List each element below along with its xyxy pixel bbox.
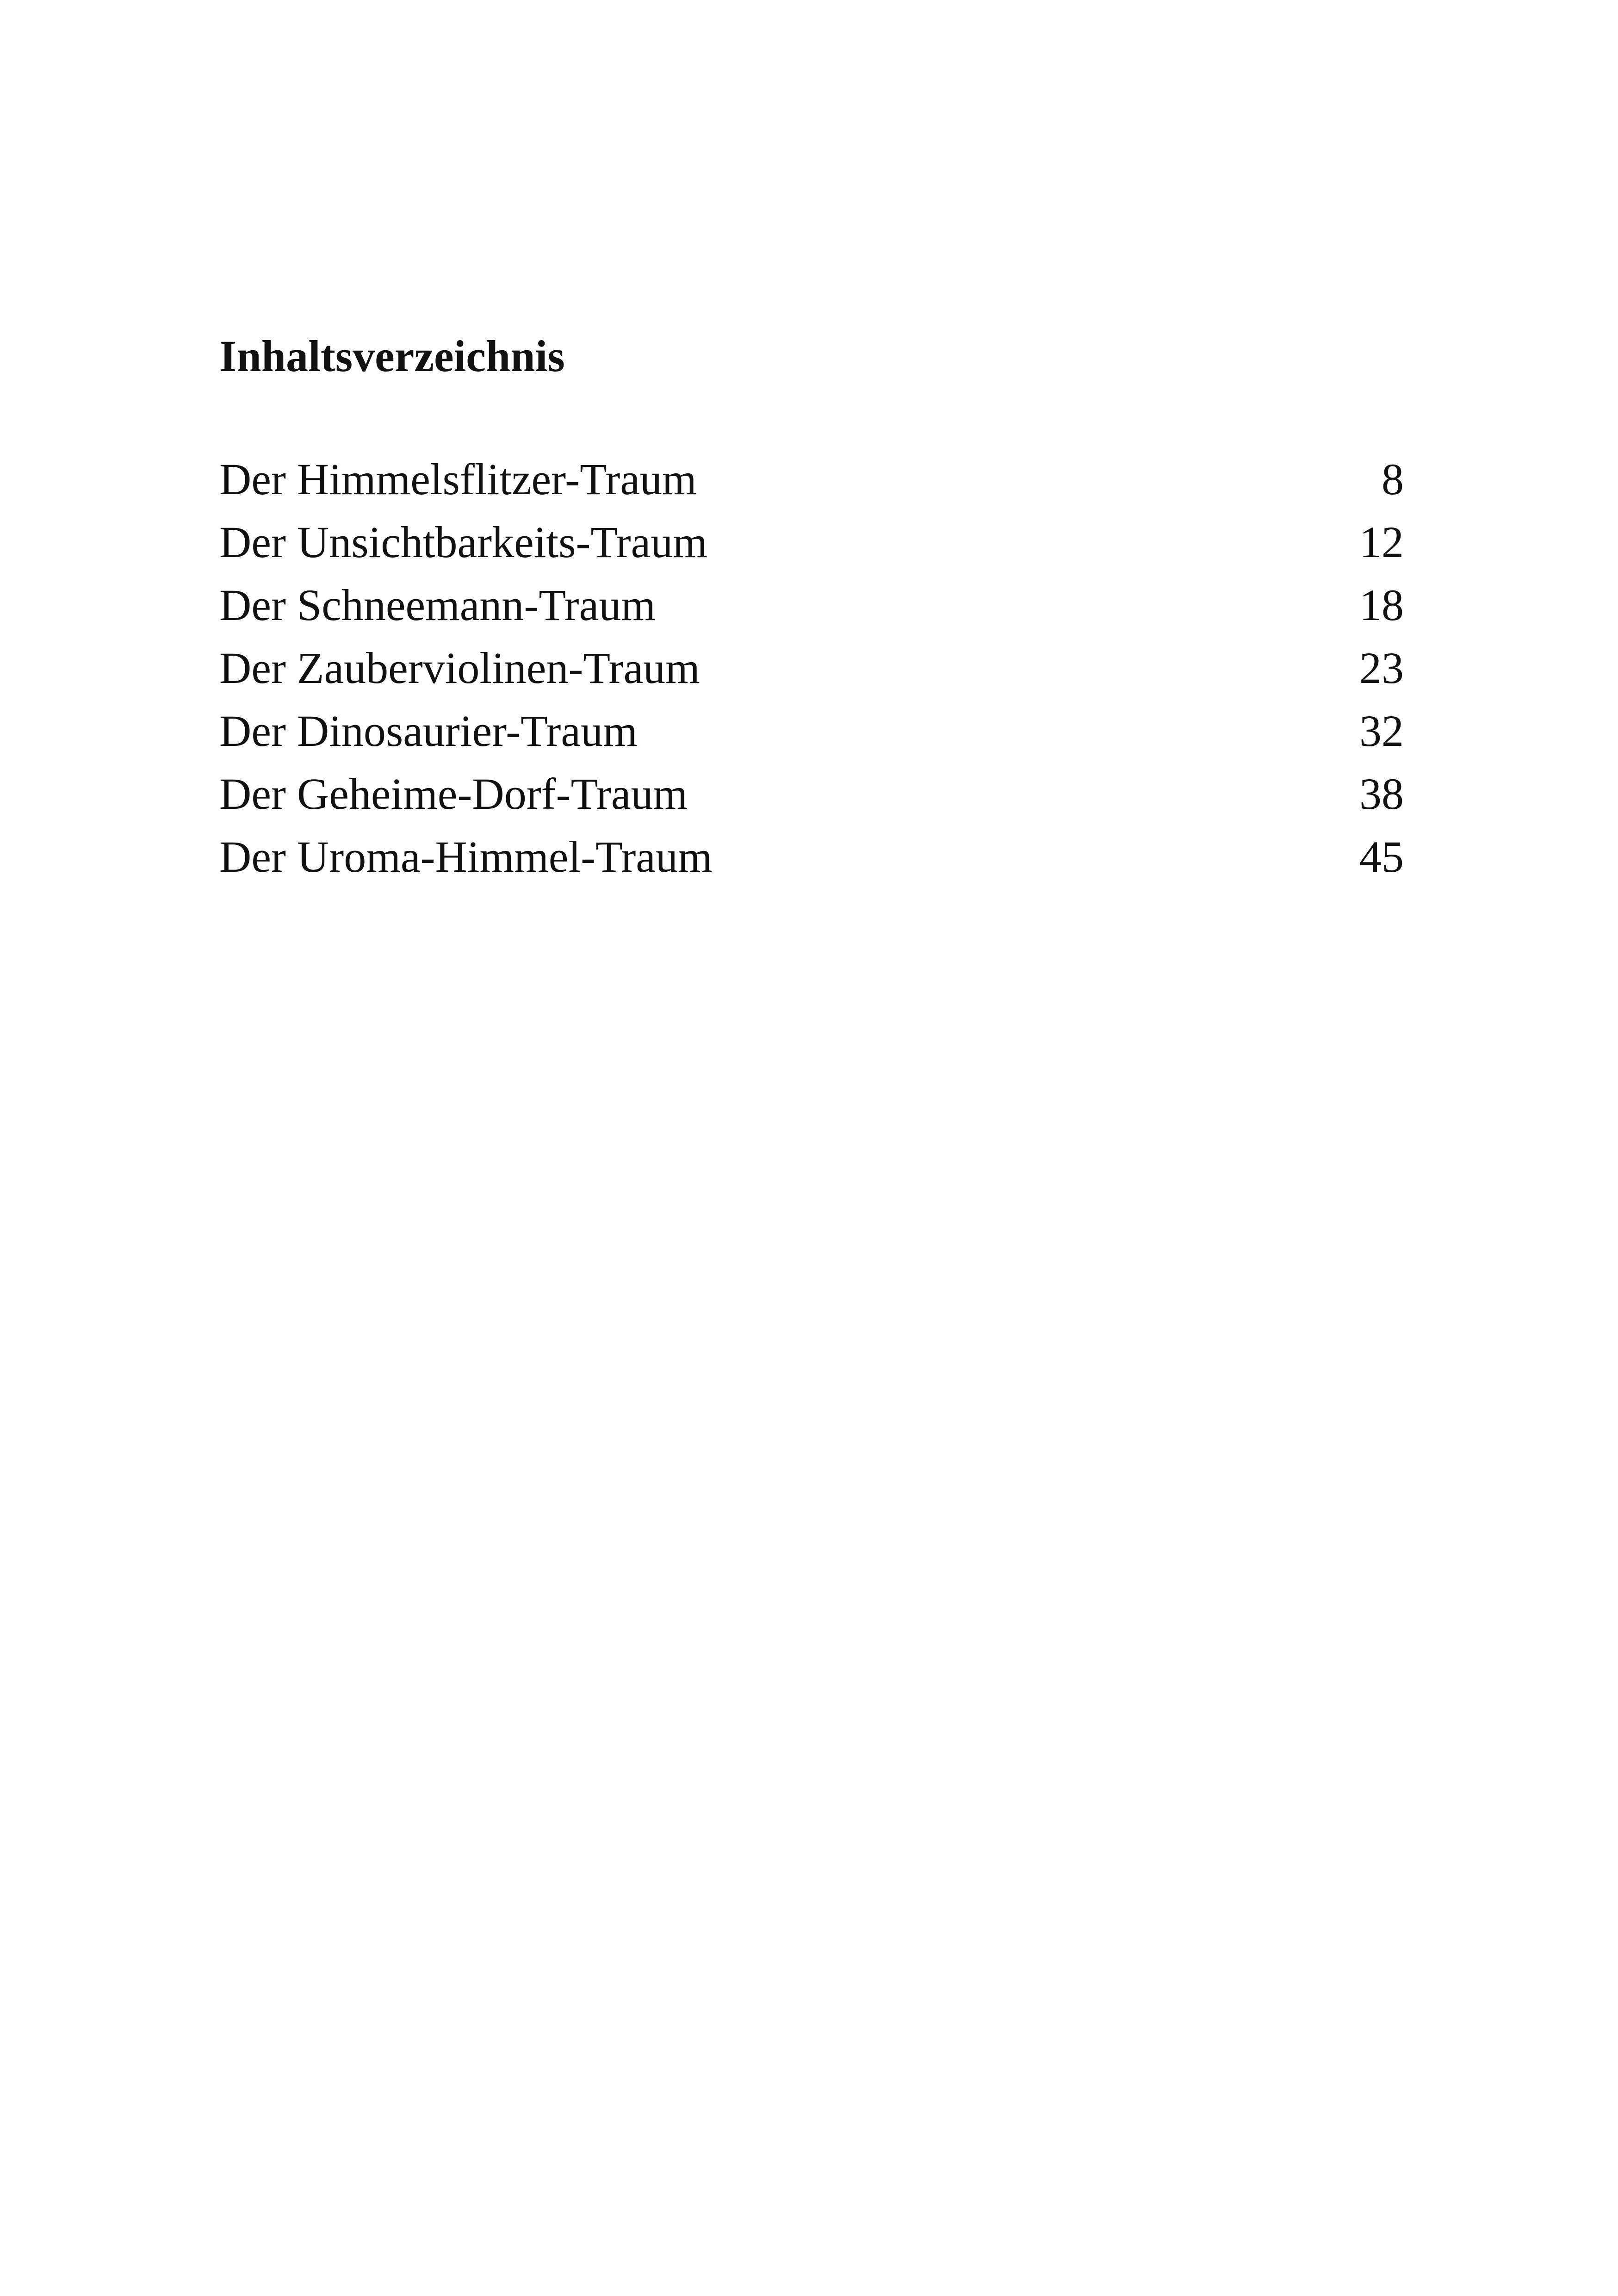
toc-entry-page-number: 32 [1359,706,1404,756]
toc-entry-page-number: 12 [1359,517,1404,567]
toc-entry-title: Der Unsichtbarkeits-Traum [219,517,707,567]
toc-entry-page-number: 38 [1359,769,1404,819]
toc-entry [219,448,1404,511]
toc-entry [219,763,1404,825]
toc-entry-page-number: 18 [1359,580,1404,630]
toc-entry-title: Der Dinosaurier-Traum [219,706,638,756]
toc-entry [219,825,1404,888]
toc-entry [219,574,1404,637]
toc-entry-page-number: 45 [1359,832,1404,881]
toc-entry-page-number: 8 [1382,454,1404,504]
toc-entry [219,700,1404,763]
toc-list [219,448,1404,888]
toc-entry-title: Der Geheime-Dorf-Traum [219,769,688,819]
table-of-contents [219,324,1404,888]
toc-entry [219,637,1404,700]
toc-entry-title: Der Schneemann-Traum [219,580,656,630]
toc-entry-title: Der Himmelsflitzer-Traum [219,454,697,504]
toc-entry-title: Der Uroma-Himmel-Traum [219,832,713,881]
toc-heading: Inhaltsverzeichnis [219,331,565,381]
toc-entry [219,511,1404,574]
toc-entry-title: Der Zauberviolinen-Traum [219,643,700,693]
toc-entry-page-number: 23 [1359,643,1404,693]
